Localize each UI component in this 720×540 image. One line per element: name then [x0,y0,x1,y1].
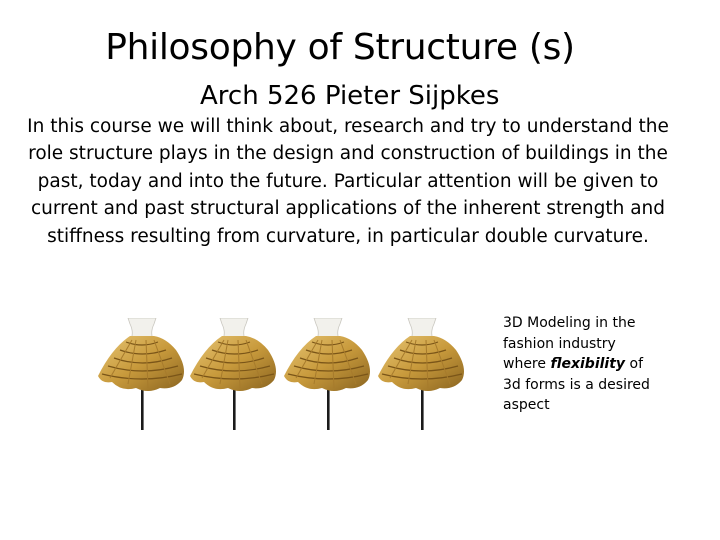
slide-subtitle: Arch 526 Pieter Sijpkes [200,81,500,111]
skirt-model-3 [284,318,370,430]
caption-text-after: of 3d forms is a desired aspect [503,356,650,413]
skirt-model-4 [378,318,464,430]
caption-emphasis: flexibility [550,356,626,372]
skirt-model-2 [190,318,276,430]
slide-title: Philosophy of Structure (s) [105,27,575,68]
figure-caption [503,313,663,416]
skirt-model-1 [98,318,184,430]
caption-text-before: 3D Modeling in the fashion industry where [503,315,636,372]
course-description: In this course we will think about, research and try to understand the role structure plays in the design and construction of buildings in the past, today and into the future. Particular attention will be given to current and past structural applications of the inherent strength and stiffness resulting from curvature, in particular double curvature. [27,116,669,247]
fashion-skirt-photos [96,318,476,430]
